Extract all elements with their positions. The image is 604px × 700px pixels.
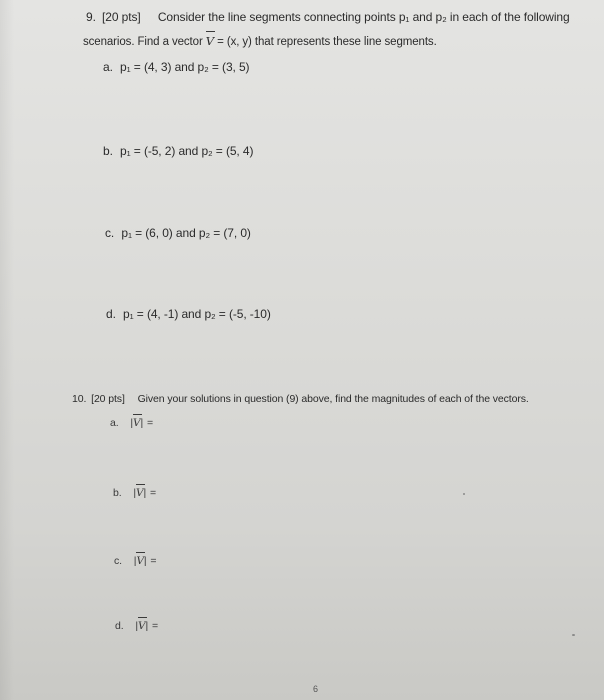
vector-v-symbol: V bbox=[136, 555, 144, 567]
magnitude-expression: |V| bbox=[133, 555, 147, 567]
q9-header bbox=[86, 10, 570, 24]
q10-part-b-label: b. bbox=[113, 487, 122, 499]
q9-points: [20 pts] bbox=[102, 10, 141, 24]
q9-part-d-label: d. bbox=[106, 307, 116, 321]
q9-part-a-label: a. bbox=[103, 60, 113, 74]
q9-intro-suffix: = (x, y) that represents these line segments. bbox=[217, 36, 437, 48]
q10-part-a bbox=[110, 417, 153, 429]
q10-part-a-label: a. bbox=[110, 417, 119, 429]
q10-part-c bbox=[114, 555, 156, 567]
equals-sign: = bbox=[150, 555, 157, 567]
q9-part-c-text: p₁ = (6, 0) and p₂ = (7, 0) bbox=[121, 226, 251, 240]
q9-number: 9. bbox=[86, 10, 96, 24]
q10-number: 10. bbox=[72, 393, 87, 405]
q9-part-c bbox=[105, 226, 251, 240]
vector-v-symbol: V bbox=[133, 417, 141, 429]
magnitude-expression: |V| bbox=[135, 620, 149, 632]
q9-part-a-text: p₁ = (4, 3) and p₂ = (3, 5) bbox=[120, 60, 250, 74]
q9-part-a bbox=[103, 60, 249, 74]
magnitude-expression: |V| bbox=[130, 417, 144, 429]
q9-part-d-text: p₁ = (4, -1) and p₂ = (-5, -10) bbox=[123, 307, 271, 321]
q9-part-c-label: c. bbox=[105, 226, 115, 240]
q9-intro-line1: Consider the line segments connecting points p₁ and p₂ in each of the following bbox=[157, 10, 570, 24]
q9-part-b-label: b. bbox=[103, 144, 113, 158]
q10-intro: Given your solutions in question (9) above, find the magnitudes of each of the vectors. bbox=[137, 393, 529, 405]
paper-speck bbox=[572, 634, 575, 636]
equals-sign: = bbox=[151, 620, 159, 632]
vector-v-symbol: V bbox=[136, 487, 144, 499]
equals-sign: = bbox=[149, 487, 157, 499]
q10-part-c-label: c. bbox=[114, 555, 122, 567]
vector-v-symbol: V bbox=[138, 620, 146, 632]
vector-v-symbol: V bbox=[205, 34, 215, 48]
q9-intro-line2 bbox=[83, 34, 437, 48]
equals-sign: = bbox=[146, 417, 154, 429]
magnitude-expression: |V| bbox=[133, 487, 147, 499]
q9-part-d bbox=[106, 307, 271, 321]
q9-part-b-text: p₁ = (-5, 2) and p₂ = (5, 4) bbox=[120, 144, 254, 158]
q9-intro-prefix: scenarios. Find a vector bbox=[83, 36, 203, 48]
q10-part-d bbox=[115, 620, 158, 632]
q10-header bbox=[72, 393, 529, 405]
q10-part-b bbox=[113, 487, 156, 499]
q10-points: [20 pts] bbox=[91, 393, 125, 405]
q9-part-b bbox=[103, 144, 253, 158]
paper-speck bbox=[463, 493, 465, 495]
q10-part-d-label: d. bbox=[115, 620, 124, 632]
page-number: 6 bbox=[313, 684, 319, 694]
page-shadow bbox=[0, 0, 14, 700]
